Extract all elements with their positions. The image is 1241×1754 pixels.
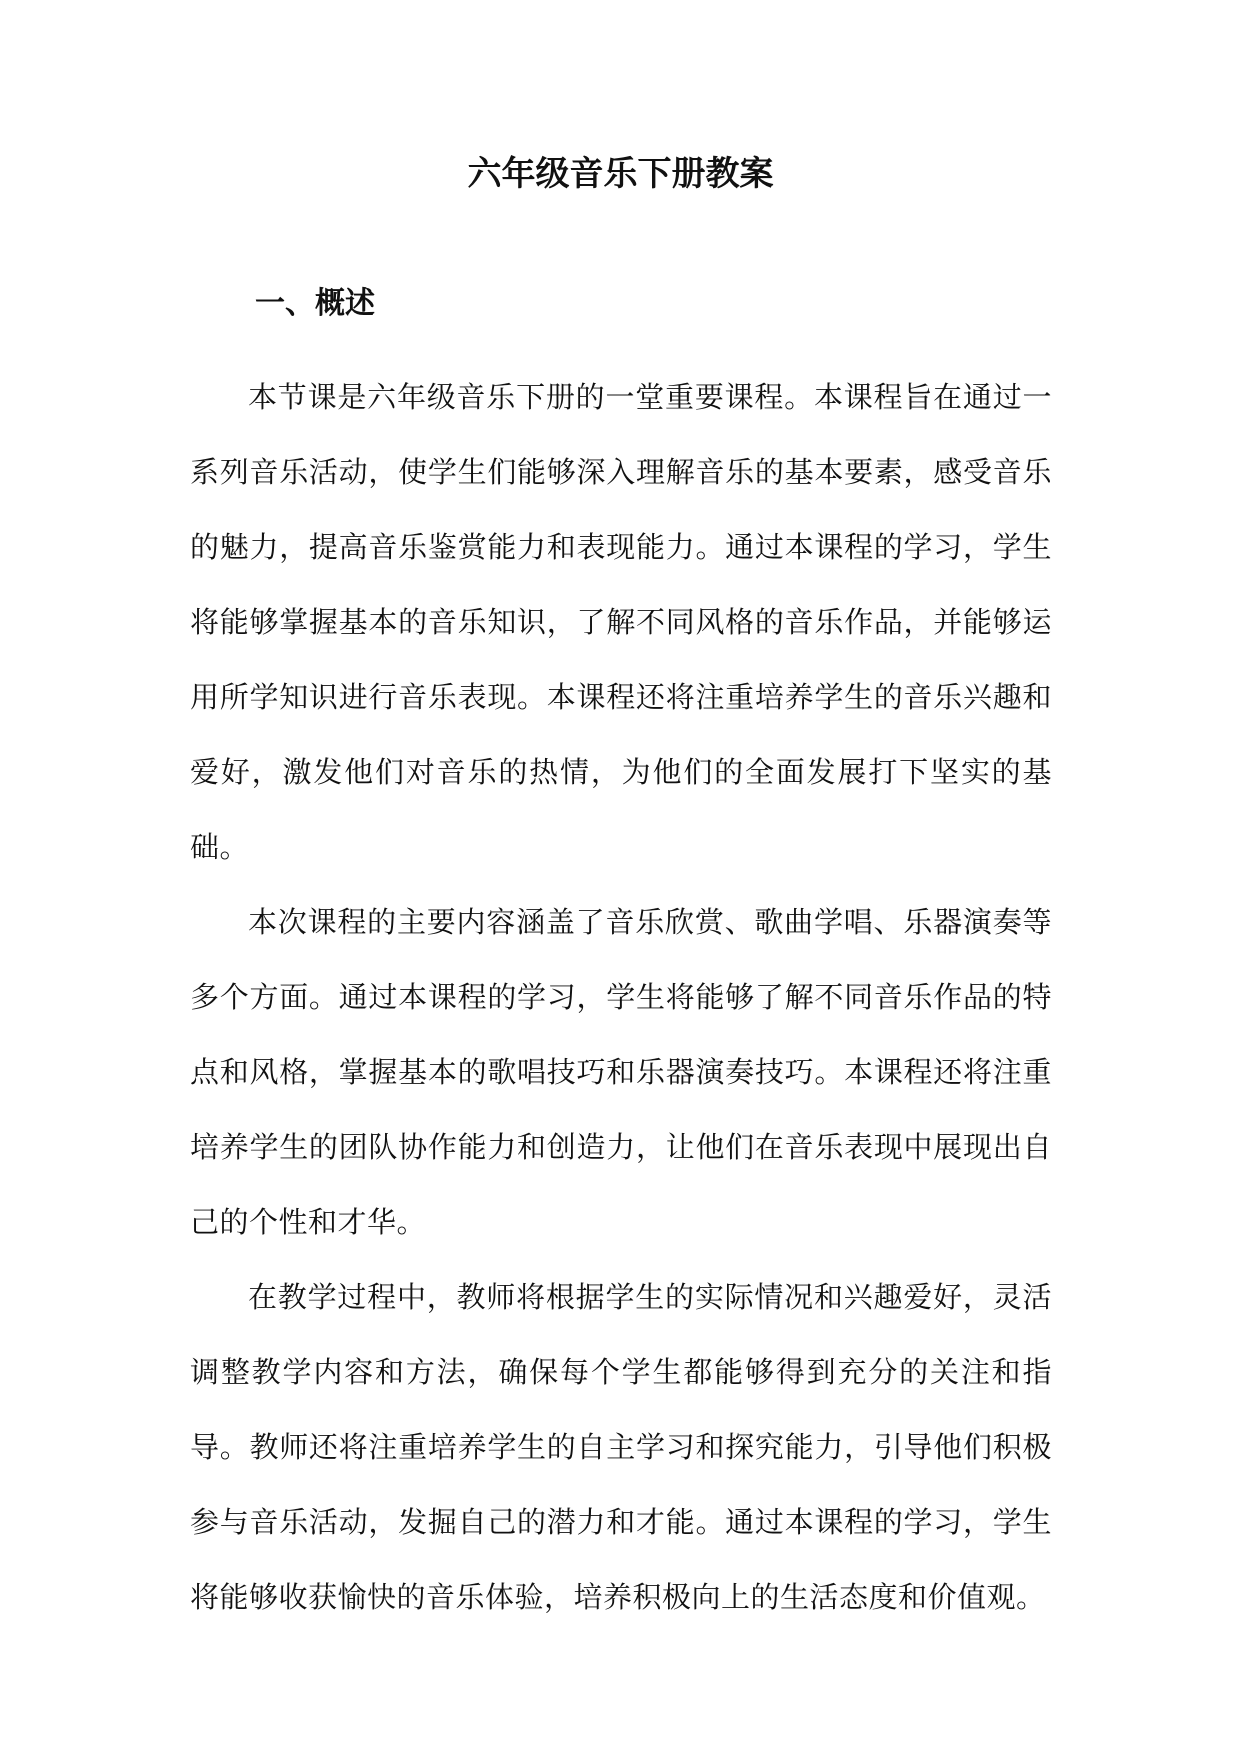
paragraph-overview-3: 在教学过程中，教师将根据学生的实际情况和兴趣爱好，灵活调整教学内容和方法，确保每个学生都能够得到充分的关注和指导。教师还将注重培养学生的自主学习和探究能力，引导他们积极参与音乐活动，发掘自己的潜力和才能。通过本课程的学习，学生将能够收获愉快的音乐体验，培养积极向上的生活态度和价值观。 xyxy=(190,1280,1052,1614)
body-text xyxy=(190,360,1052,1635)
paragraph-overview-2: 本次课程的主要内容涵盖了音乐欣赏、歌曲学唱、乐器演奏等多个方面。通过本课程的学习，学生将能够了解不同音乐作品的特点和风格，掌握基本的歌唱技巧和乐器演奏技巧。本课程还将注重培养学生的团队协作能力和创造力，让他们在音乐表现中展现出自己的个性和才华。 xyxy=(190,905,1052,1239)
paragraph-overview-1: 本节课是六年级音乐下册的一堂重要课程。本课程旨在通过一系列音乐活动，使学生们能够深入理解音乐的基本要素，感受音乐的魅力，提高音乐鉴赏能力和表现能力。通过本课程的学习，学生将能够掌握基本的音乐知识，了解不同风格的音乐作品，并能够运用所学知识进行音乐表现。本课程还将注重培养学生的音乐兴趣和爱好，激发他们对音乐的热情，为他们的全面发展打下坚实的基础。 xyxy=(190,380,1052,864)
section-heading: 一、概述 xyxy=(255,286,375,321)
document-title: 六年级音乐下册教案 xyxy=(467,154,774,194)
